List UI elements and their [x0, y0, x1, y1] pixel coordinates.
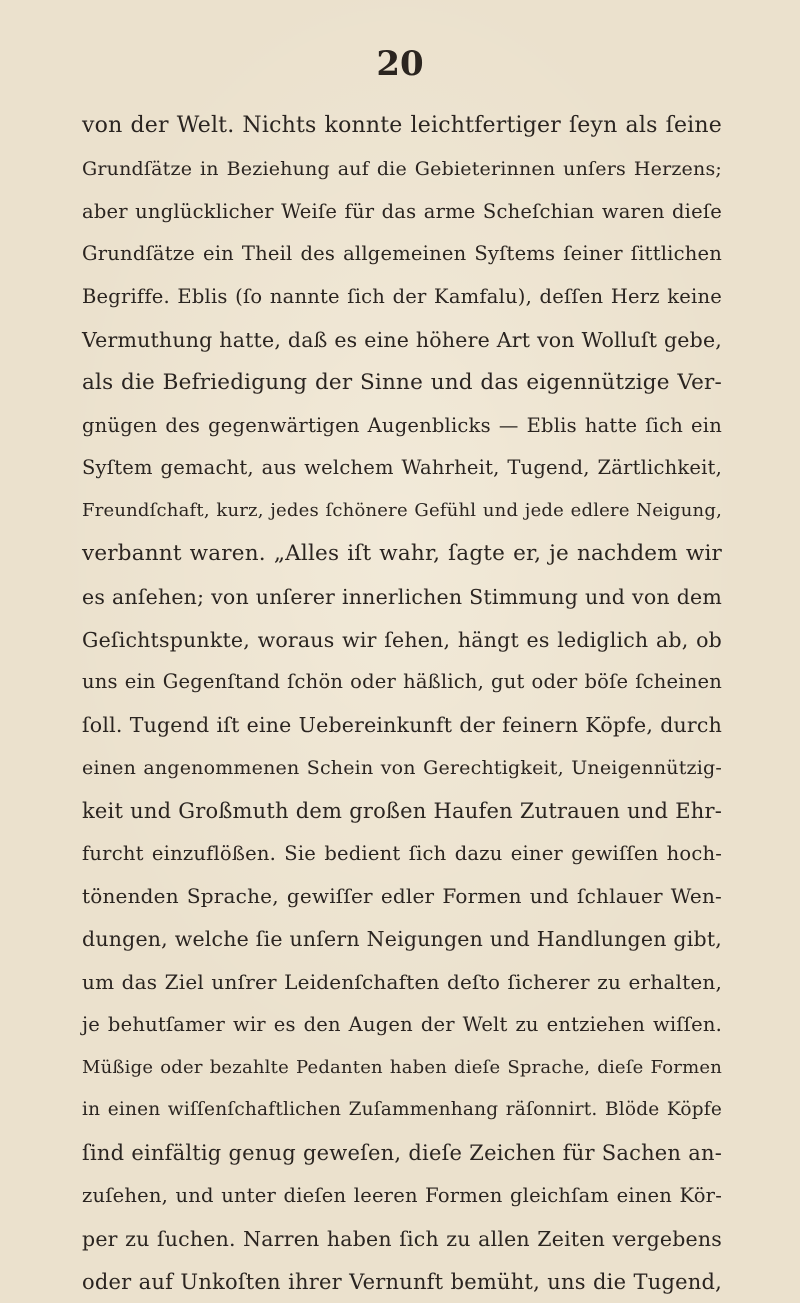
text-line: per zu ſuchen. Narren haben ſich zu allen Zeiten vergebens [82, 1226, 722, 1251]
text-line: Vermuthung hatte, daß es eine höhere Art von Wolluſt gebe, [82, 327, 722, 352]
text-line: uns ein Gegenſtand ſchön oder häßlich, gut oder böſe ſcheinen [82, 670, 722, 694]
page-number: 20 [376, 44, 424, 84]
text-line: einen angenommenen Schein von Gerechtigkeit, Uneigennützig- [82, 756, 722, 779]
text-line: in einen wiſſenſchaftlichen Zuſammenhang räſonnirt. Blöde Köpfe [82, 1099, 722, 1121]
text-line: von der Welt. Nichts konnte leichtfertiger ſeyn als ſeine [82, 113, 722, 138]
text-line: keit und Großmuth dem großen Haufen Zutrauen und Ehr- [82, 798, 722, 823]
text-line: verbannt waren. „Alles iſt wahr, ſagte er, je nachdem wir [82, 540, 722, 566]
text-line: es anſehen; von unſerer innerlichen Stimmung und von dem [82, 584, 722, 609]
text-line: Syſtem gemacht, aus welchem Wahrheit, Tugend, Zärtlichkeit, [82, 456, 722, 480]
text-line: dungen, welche ſie unſern Neigungen und Handlungen gibt, [82, 927, 722, 952]
text-line: Müßige oder bezahlte Pedanten haben dieſe Sprache, dieſe Formen [82, 1056, 722, 1078]
text-line: Begriffe. Eblis (ſo nannte ſich der Kamfalu), deſſen Herz keine [82, 285, 722, 309]
text-line: Geſichtspunkte, woraus wir ſehen, hängt es lediglich ab, ob [82, 627, 722, 652]
text-line: Grundſätze in Beziehung auf die Gebieterinnen unſers Herzens; [82, 157, 722, 180]
text-line: tönenden Sprache, gewiſſer edler Formen und ſchlauer Wen- [82, 884, 722, 909]
text-line: Grundſätze ein Theil des allgemeinen Syſtems ſeiner ſittlichen [82, 242, 722, 266]
text-line: Freundſchaft, kurz, jedes ſchönere Gefühl und jede edlere Neigung, [82, 500, 722, 522]
text-line: als die Befriedigung der Sinne und das eigennützige Ver- [82, 369, 722, 395]
text-line: ſoll. Tugend iſt eine Uebereinkunft der feinern Köpfe, durch [82, 713, 722, 738]
body-text [82, 105, 722, 1303]
text-line: ſind einfältig genug geweſen, dieſe Zeichen für Sachen an- [82, 1141, 722, 1166]
text-line: je behutſamer wir es den Augen der Welt zu entziehen wiſſen. [82, 1012, 722, 1036]
text-line: um das Ziel unſrer Leidenſchaften deſto ſicherer zu erhalten, [82, 969, 722, 994]
text-line: aber unglücklicher Weiſe für das arme Scheſchian waren dieſe [82, 199, 722, 223]
text-line: zuſehen, und unter dieſen leeren Formen gleichſam einen Kör- [82, 1183, 722, 1207]
text-line: furcht einzuflößen. Sie bedient ſich dazu einer gewiſſen hoch- [82, 841, 722, 865]
text-line: oder auf Unkoſten ihrer Vernunft bemüht, uns die Tugend, [82, 1269, 722, 1294]
text-line: gnügen des gegenwärtigen Augenblicks — Eblis hatte ſich ein [82, 413, 722, 437]
